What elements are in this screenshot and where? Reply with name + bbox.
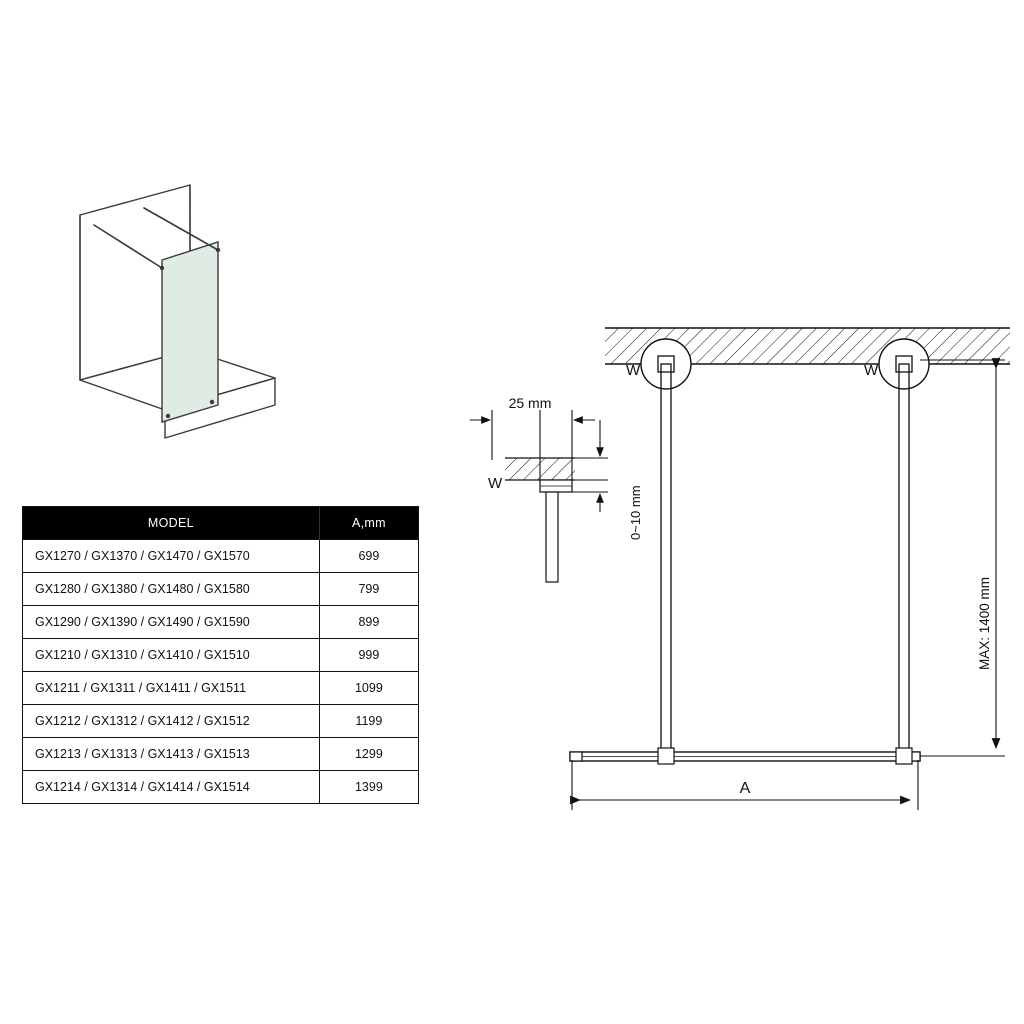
header-a: A,mm [319,507,418,540]
cell-a: 1099 [319,672,418,705]
table-row [23,639,418,672]
detail-pole [546,492,558,582]
cell-model: GX1210 / GX1310 / GX1410 / GX1510 [23,639,319,672]
table-row [23,672,418,705]
table-row [23,771,418,804]
cell-a: 899 [319,606,418,639]
glass-panel [162,242,218,422]
cell-model: GX1280 / GX1380 / GX1480 / GX1580 [23,573,319,606]
table-header-row [23,507,418,540]
glass-bottom-rail [570,748,920,764]
table-row [23,705,418,738]
technical-svg [430,290,1010,850]
detail-gap-dimension [572,420,608,512]
cell-a: 1299 [319,738,418,771]
cell-a: 1399 [319,771,418,804]
detail-gap-label: 0~10 mm [628,485,643,540]
cell-a: 799 [319,573,418,606]
table-row [23,738,418,771]
width-dimension-label: A [739,780,751,797]
technical-drawing [430,290,1010,850]
detail-view [470,395,608,582]
isometric-svg [40,170,340,460]
vertical-poles [661,364,909,756]
model-table [22,506,419,804]
cell-a: 1199 [319,705,418,738]
wall-mark-right: W [864,362,879,379]
cell-a: 699 [319,540,418,573]
cell-model: GX1270 / GX1370 / GX1470 / GX1570 [23,540,319,573]
cell-model: GX1214 / GX1314 / GX1414 / GX1514 [23,771,319,804]
wall-mark-left: W [626,362,641,379]
cell-model: GX1213 / GX1313 / GX1413 / GX1513 [23,738,319,771]
cell-model: GX1290 / GX1390 / GX1490 / GX1590 [23,606,319,639]
max-height-dimension [920,360,1005,756]
cell-model: GX1211 / GX1311 / GX1411 / GX1511 [23,672,319,705]
detail-wall-mark: W [488,475,503,492]
detail-width-label: 25 mm [508,395,552,411]
cell-model: GX1212 / GX1312 / GX1412 / GX1512 [23,705,319,738]
max-height-label: MAX: 1400 mm [977,576,992,670]
isometric-illustration [40,170,340,460]
table-row [23,573,418,606]
table-row [23,606,418,639]
cell-a: 999 [319,639,418,672]
header-model: MODEL [23,507,319,540]
table-row [23,540,418,573]
